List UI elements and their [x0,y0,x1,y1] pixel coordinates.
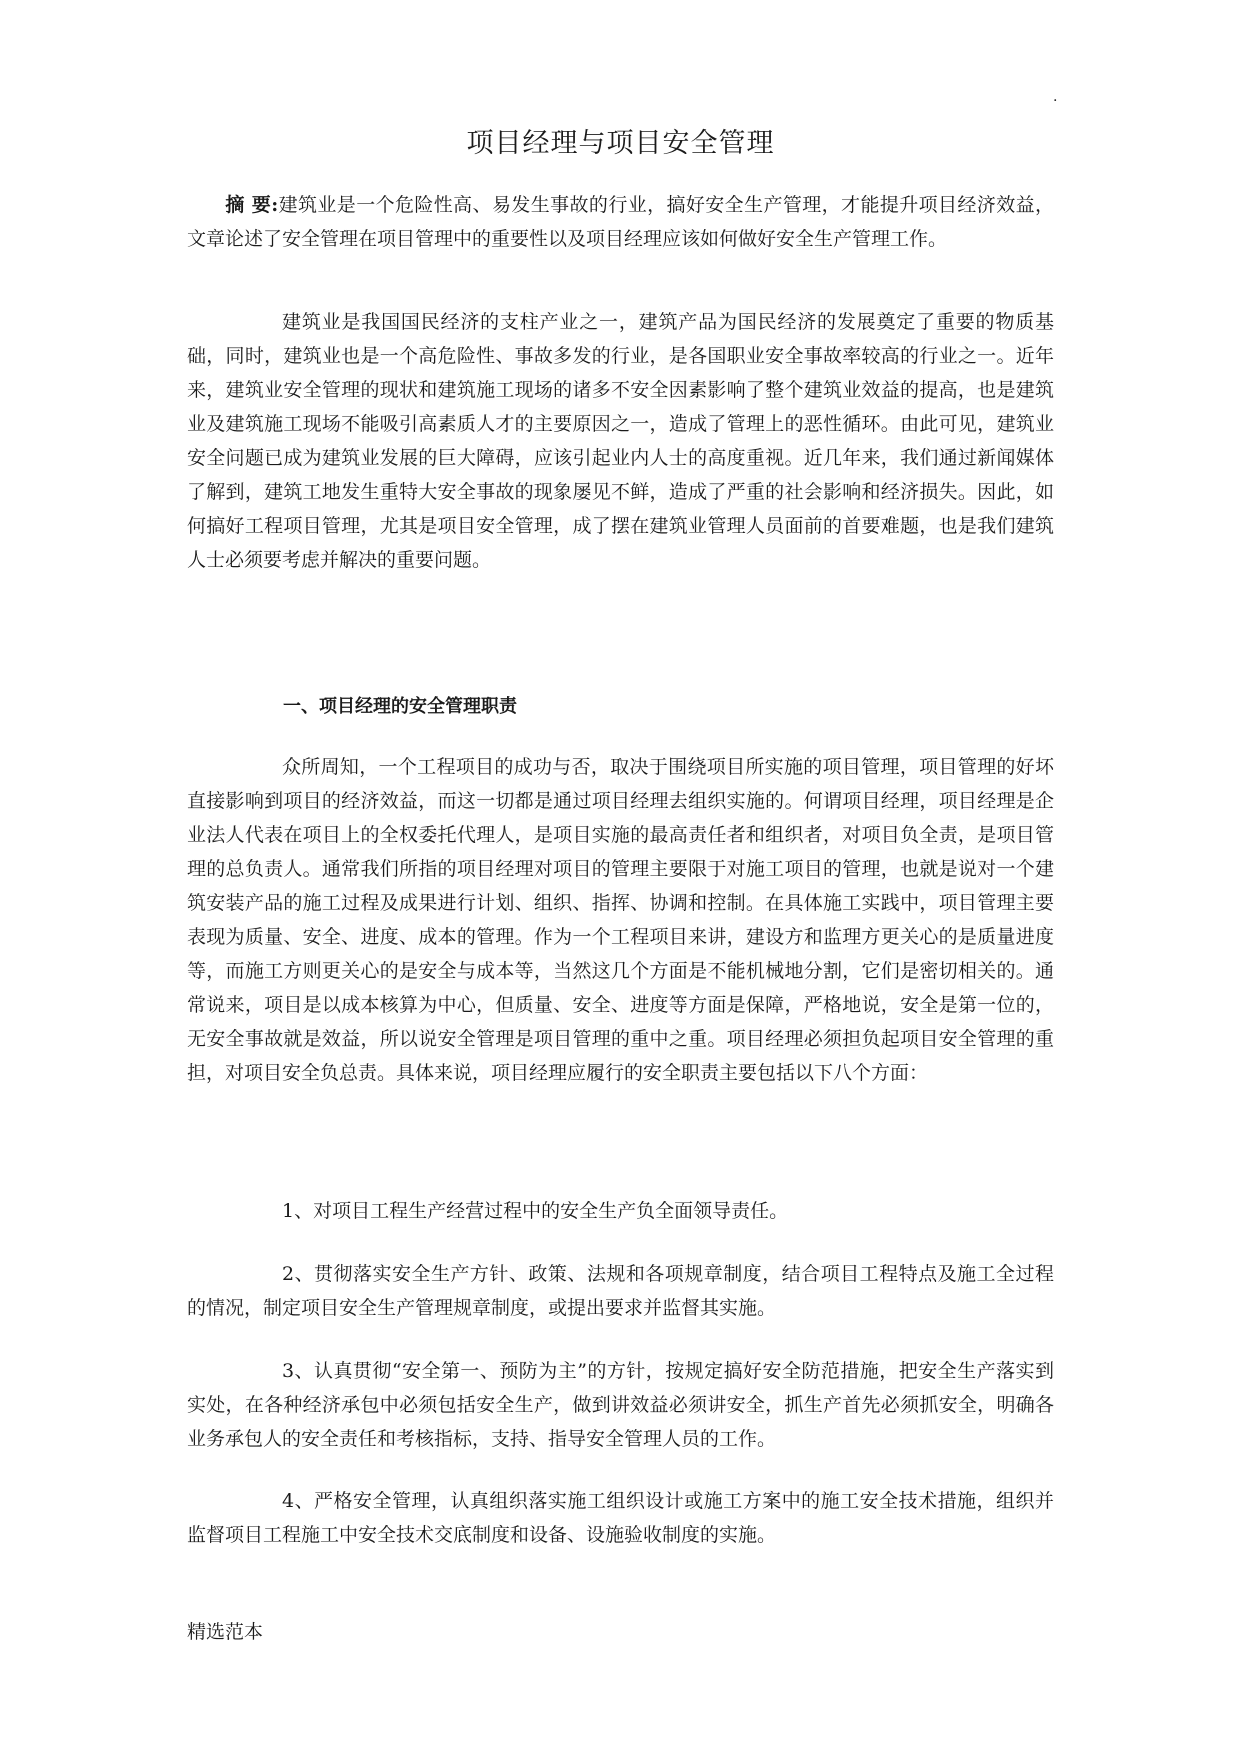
duty-item: 3、认真贯彻“安全第一、预防为主”的方针，按规定搞好安全防范措施，把安全生产落实到实处，在各种经济承包中必须包括安全生产，做到讲效益必须讲安全，抓生产首先必须抓安全，明确各业务承包人的安全责任和考核指标，支持、指导安全管理人员的工作。 [187,1360,1054,1450]
duty-item: 1、对项目工程生产经营过程中的安全生产负全面领导责任。 [282,1200,789,1222]
abstract-text: 建筑业是一个危险性高、易发生事故的行业，搞好安全生产管理，才能提升项目经济效益，文章论述了安全管理在项目管理中的重要性以及项目经理应该如何做好安全生产管理工作。 [187,194,1054,250]
duty-item: 4、严格安全管理，认真组织落实施工组织设计或施工方案中的施工安全技术措施，组织并监督项目工程施工中安全技术交底制度和设备、设施验收制度的实施。 [187,1490,1054,1546]
abstract-label: 摘 要: [225,194,279,216]
section-heading: 一、项目经理的安全管理职责 [283,696,517,717]
document-title: 项目经理与项目安全管理 [466,128,775,159]
footer-text: 精选范本 [187,1621,264,1643]
abstract-paragraph [187,188,1054,256]
intro-paragraph: 建筑业是我国国民经济的支柱产业之一，建筑产品为国民经济的发展奠定了重要的物质基础，同时，建筑业也是一个高危险性、事故多发的行业，是各国职业安全事故率较高的行业之一。近年来，建筑业安全管理的现状和建筑施工现场的诸多不安全因素影响了整个建筑业效益的提高，也是建筑业及建筑施工现场不能吸引高素质人才的主要原因之一，造成了管理上的恶性循环。由此可见，建筑业安全问题已成为建筑业发展的巨大障碍，应该引起业内人士的高度重视。近几年来，我们通过新闻媒体了解到，建筑工地发生重特大安全事故的现象屡见不鲜，造成了严重的社会影响和经济损失。因此，如何搞好工程项目管理，尤其是项目安全管理，成了摆在建筑业管理人员面前的首要难题，也是我们建筑人士必须要考虑并解决的重要问题。 [187,311,1054,571]
duty-item: 2、贯彻落实安全生产方针、政策、法规和各项规章制度，结合项目工程特点及施工全过程的情况，制定项目安全生产管理规章制度，或提出要求并监督其实施。 [187,1263,1054,1319]
section-paragraph: 众所周知，一个工程项目的成功与否，取决于围绕项目所实施的项目管理，项目管理的好坏直接影响到项目的经济效益，而这一切都是通过项目经理去组织实施的。何谓项目经理，项目经理是企业法人代表在项目上的全权委托代理人，是项目实施的最高责任者和组织者，对项目负全责，是项目管理的总负责人。通常我们所指的项目经理对项目的管理主要限于对施工项目的管理，也就是说对一个建筑安装产品的施工过程及成果进行计划、组织、指挥、协调和控制。在具体施工实践中，项目管理主要表现为质量、安全、进度、成本的管理。作为一个工程项目来讲，建设方和监理方更关心的是质量进度等，而施工方则更关心的是安全与成本等，当然这几个方面是不能机械地分割，它们是密切相关的。通常说来，项目是以成本核算为中心，但质量、安全、进度等方面是保障，严格地说，安全是第一位的，无安全事故就是效益，所以说安全管理是项目管理的重中之重。项目经理必须担负起项目安全管理的重担，对项目安全负总责。具体来说，项目经理应履行的安全职责主要包括以下八个方面： [187,756,1054,1084]
corner-mark: . [1053,89,1058,105]
